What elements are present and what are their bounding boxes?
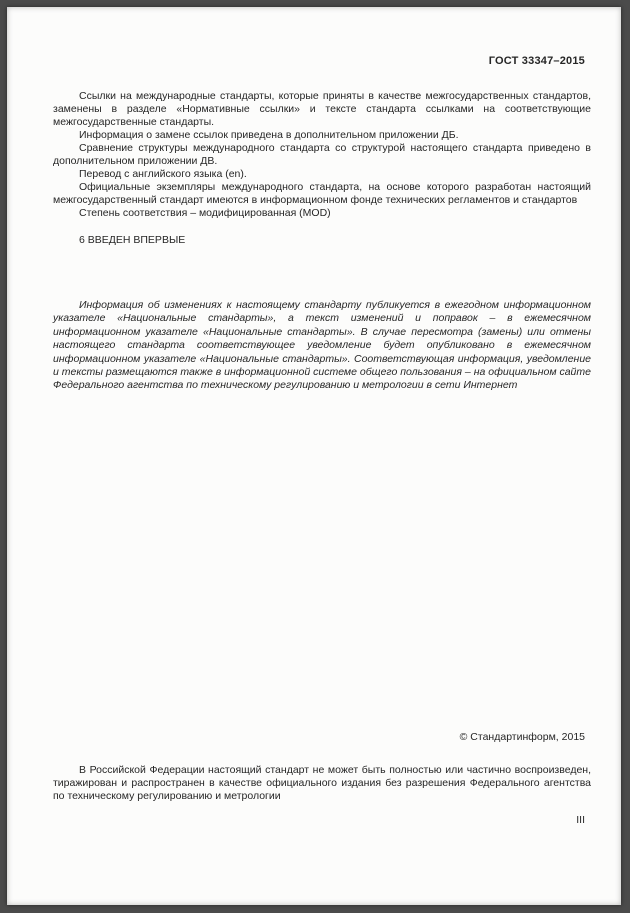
paragraph-replacement-info: Информация о замене ссылок приведена в дополнительном приложении ДБ. [79, 129, 459, 141]
copyright-line: © Стандартинформ, 2015 [459, 730, 585, 743]
paragraph-structure-comparison: Сравнение структуры международного стандарта со структурой настоящего стандарта приведено в дополнительном приложении ДВ. [53, 142, 591, 167]
paragraph-translation: Перевод с английского языка (en). [79, 168, 247, 180]
document-page [7, 7, 621, 905]
paragraph-references: Ссылки на международные стандарты, которые приняты в качестве межгосударственных стандартов, заменены в разделе «Нормативные ссылки» и тексте стандарта ссылками на соответствующие межгосударственные стандарты. [53, 90, 591, 128]
reproduction-restriction-note: В Российской Федерации настоящий стандарт не может быть полностью или частично воспроизведен, тиражирован и распространен в качестве официального издания без разрешения Федерального агентства по техническому регулированию и метрологии [53, 763, 591, 802]
paragraph-official-copies: Официальные экземпляры международного стандарта, на основе которого разработан настоящий межгосударственный стандарт имеются в информационном фонде технических регламентов и стандартов [53, 181, 591, 206]
page-number: III [576, 813, 585, 826]
amendments-info-note: Информация об изменениях к настоящему стандарту публикуется в ежегодном информационном указателе «Национальные стандарты», а текст изменений и поправок – в ежемесячном информационном указателе «Национальные стандарты». В случае пересмотра (замены) или отмены настоящего стандарта соответствующее уведомление будет опубликовано в ежемесячном информационном указателе «Национальные стандарты». Соответствующая информация, уведомление и тексты размещаются также в информационной системе общего пользования – на официальном сайте Федерального агентства по техническому регулированию и метрологии в сети Интернет [53, 299, 591, 392]
paragraph-conformity-degree: Степень соответствия – модифицированная (MOD) [79, 207, 331, 219]
foreword-body [53, 90, 591, 220]
introduced-first-time-line: 6 ВВЕДЕН ВПЕРВЫЕ [79, 234, 186, 246]
doc-code-header: ГОСТ 33347–2015 [488, 55, 585, 67]
